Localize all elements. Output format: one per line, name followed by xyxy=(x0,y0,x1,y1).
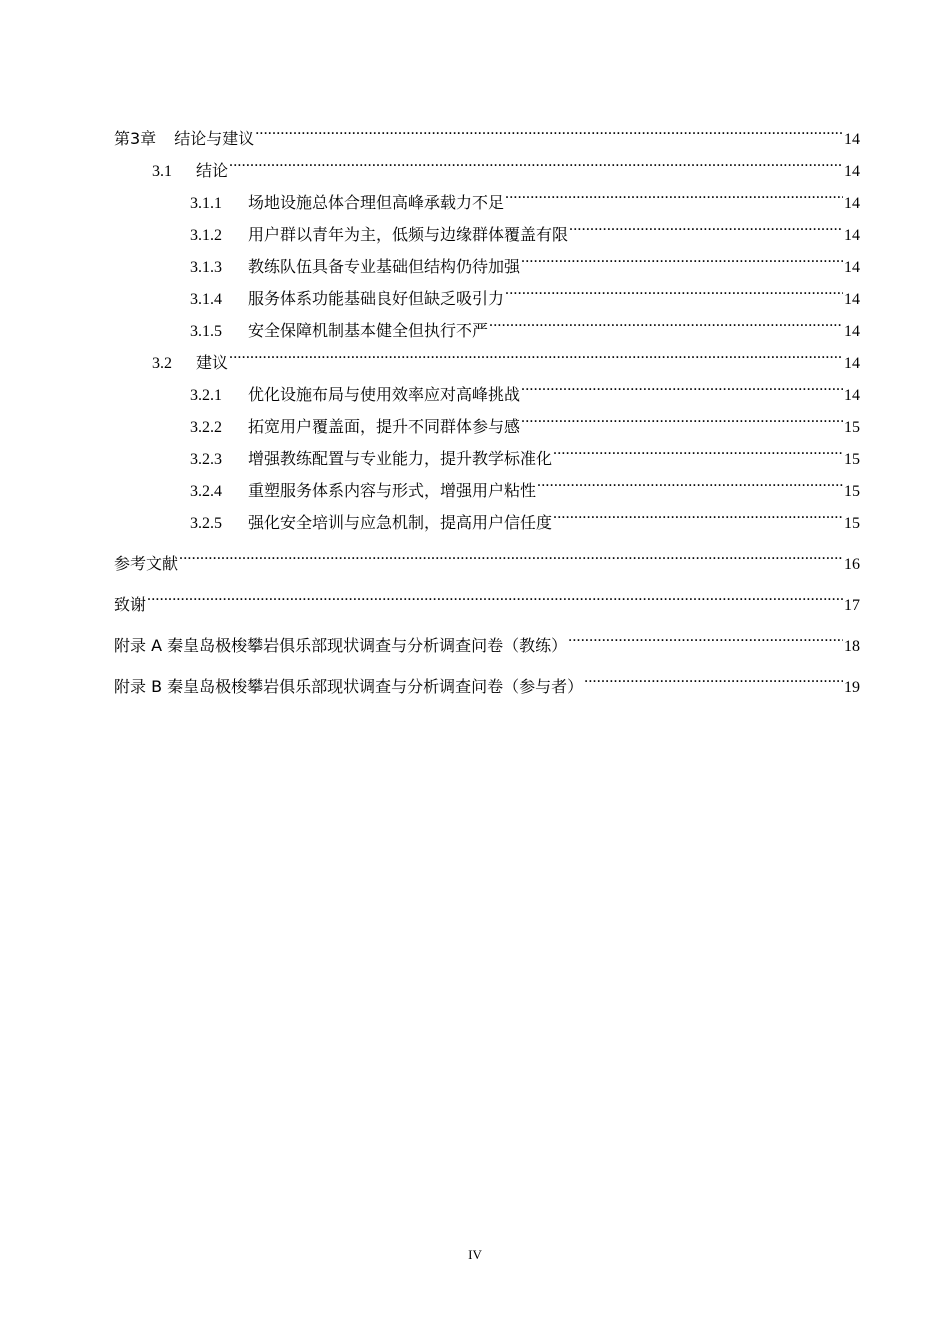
toc-entry-3-2-5[interactable] xyxy=(114,504,860,536)
toc-entry-number: 3.1.3 xyxy=(190,259,222,276)
toc-entry-appendix-b[interactable] xyxy=(114,668,860,700)
toc-entry-number: 3.1 xyxy=(152,163,172,180)
toc-entry-title: 建议 xyxy=(196,355,229,372)
toc-entry-number: 3.2.4 xyxy=(190,483,222,500)
toc-entry-3-1[interactable] xyxy=(114,152,860,184)
page-number-footer: IV xyxy=(468,1247,482,1262)
toc-entry-title: 拓宽用户覆盖面，提升不同群体参与感 xyxy=(248,419,521,436)
toc-entry-page: 16 xyxy=(844,556,860,573)
dot-leader xyxy=(489,312,843,336)
toc-entry-title: 结论 xyxy=(196,163,229,180)
toc-entry-number: 第3章 xyxy=(114,129,157,148)
toc-entry-3-1-5[interactable] xyxy=(114,312,860,344)
dot-leader xyxy=(147,586,843,610)
toc-entry-page: 17 xyxy=(844,597,860,614)
toc-entry-page: 14 xyxy=(844,227,860,244)
toc-entry-page: 19 xyxy=(844,679,860,696)
toc-entry-page: 14 xyxy=(844,355,860,372)
toc-entry-page: 14 xyxy=(844,259,860,276)
toc-entry-3-2-1[interactable] xyxy=(114,376,860,408)
spacer xyxy=(114,536,860,545)
spacer xyxy=(114,659,860,668)
toc-entry-3-1-2[interactable] xyxy=(114,216,860,248)
dot-leader xyxy=(553,504,843,528)
toc-entry-number: 3.1.2 xyxy=(190,227,222,244)
toc-entry-title: 结论与建议 xyxy=(174,129,255,148)
toc-entry-page: 14 xyxy=(844,195,860,212)
toc-entry-3-1-1[interactable] xyxy=(114,184,860,216)
toc-entry-page: 15 xyxy=(844,515,860,532)
toc-entry-page: 14 xyxy=(844,291,860,308)
toc-entry-3-1-3[interactable] xyxy=(114,248,860,280)
toc-entry-page: 18 xyxy=(844,638,860,655)
toc-entry-page: 14 xyxy=(844,323,860,340)
spacer xyxy=(114,618,860,627)
toc-entry-3-2-3[interactable] xyxy=(114,440,860,472)
dot-leader xyxy=(521,376,843,400)
toc-entry-page: 14 xyxy=(844,163,860,180)
toc-entry-title: 重塑服务体系内容与形式，增强用户粘性 xyxy=(248,483,537,500)
toc-entry-3-2-2[interactable] xyxy=(114,408,860,440)
dot-leader xyxy=(229,344,843,368)
toc-entry-title: 致谢 xyxy=(114,595,147,614)
dot-leader xyxy=(584,668,843,692)
toc-entry-3-1-4[interactable] xyxy=(114,280,860,312)
toc-entry-3-2-4[interactable] xyxy=(114,472,860,504)
table-of-contents xyxy=(114,120,860,700)
toc-entry-number: 3.1.4 xyxy=(190,291,222,308)
toc-entry-3-2[interactable] xyxy=(114,344,860,376)
toc-entry-page: 15 xyxy=(844,483,860,500)
dot-leader xyxy=(568,627,843,651)
toc-entry-title: 用户群以青年为主，低频与边缘群体覆盖有限 xyxy=(248,227,569,244)
toc-entry-references[interactable] xyxy=(114,545,860,577)
toc-entry-chapter-3[interactable] xyxy=(114,120,860,152)
toc-entry-title: 教练队伍具备专业基础但结构仍待加强 xyxy=(248,259,521,276)
toc-entry-page: 14 xyxy=(844,387,860,404)
dot-leader xyxy=(553,440,843,464)
dot-leader xyxy=(521,408,843,432)
dot-leader xyxy=(505,280,843,304)
dot-leader xyxy=(229,152,843,176)
dot-leader xyxy=(255,120,843,144)
toc-entry-number: 3.2.3 xyxy=(190,451,222,468)
toc-entry-title: 附录 A 秦皇岛极梭攀岩俱乐部现状调查与分析调查问卷（教练） xyxy=(114,636,568,655)
toc-entry-number: 3.1.1 xyxy=(190,195,222,212)
toc-entry-title: 服务体系功能基础良好但缺乏吸引力 xyxy=(248,291,505,308)
dot-leader xyxy=(179,545,843,569)
toc-entry-acknowledgements[interactable] xyxy=(114,586,860,618)
toc-entry-page: 15 xyxy=(844,451,860,468)
toc-entry-page: 14 xyxy=(844,131,860,148)
toc-entry-number: 3.2.5 xyxy=(190,515,222,532)
toc-entry-number: 3.1.5 xyxy=(190,323,222,340)
toc-entry-number: 3.2 xyxy=(152,355,172,372)
dot-leader xyxy=(505,184,843,208)
toc-entry-title: 增强教练配置与专业能力，提升教学标准化 xyxy=(248,451,553,468)
dot-leader xyxy=(569,216,843,240)
toc-entry-title: 优化设施布局与使用效率应对高峰挑战 xyxy=(248,387,521,404)
toc-entry-appendix-a[interactable] xyxy=(114,627,860,659)
toc-entry-title: 安全保障机制基本健全但执行不严 xyxy=(248,323,489,340)
toc-entry-number: 3.2.1 xyxy=(190,387,222,404)
toc-entry-title: 场地设施总体合理但高峰承载力不足 xyxy=(248,195,505,212)
toc-entry-title: 附录 B 秦皇岛极梭攀岩俱乐部现状调查与分析调查问卷（参与者） xyxy=(114,677,584,696)
dot-leader xyxy=(521,248,843,272)
spacer xyxy=(114,577,860,586)
toc-entry-number: 3.2.2 xyxy=(190,419,222,436)
toc-entry-title: 参考文献 xyxy=(114,554,179,573)
dot-leader xyxy=(537,472,843,496)
toc-entry-title: 强化安全培训与应急机制，提高用户信任度 xyxy=(248,515,553,532)
toc-entry-page: 15 xyxy=(844,419,860,436)
